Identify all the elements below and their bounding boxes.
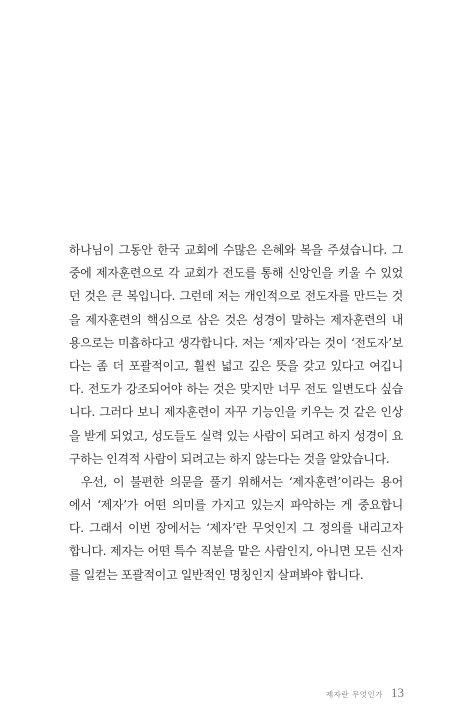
running-head: 제자란 무엇인가 [325, 690, 383, 699]
paragraph-1-line: 다. 전도가 강조되어야 하는 것은 맞지만 너무 전도 일변도다 싶습 [69, 382, 403, 397]
paragraph-2-line: 우선, 이 불편한 의문을 풀기 위해서는 ‘제자훈련’이라는 용어 [81, 474, 403, 489]
paragraph-1 [69, 239, 403, 471]
body-text [69, 239, 403, 587]
paragraph-1-line: 을 제자훈련의 핵심으로 삼은 것은 성경이 말하는 제자훈련의 내 [69, 312, 403, 327]
paragraph-2-line: 다. 그래서 이번 장에서는 ‘제자’란 무엇인지 그 정의를 내리고자 [69, 521, 403, 536]
paragraph-1-line: 용으로는 미흡하다고 생각합니다. 저는 ‘제자’라는 것이 ‘전도자’보 [69, 335, 403, 350]
paragraph-2-line: 에서 ‘제자’가 어떤 의미를 가지고 있는지 파악하는 게 중요합니 [69, 498, 403, 513]
paragraph-1-line: 다는 좀 더 포괄적이고, 훨씬 넓고 깊은 뜻을 갖고 있다고 여깁니 [69, 358, 403, 373]
page-footer [326, 685, 404, 705]
paragraph-1-line: 중에 제자훈련으로 각 교회가 전도를 통해 신앙인을 키울 수 있었 [69, 266, 403, 281]
paragraph-1-line: 하나님이 그동안 한국 교회에 수많은 은혜와 복을 주셨습니다. 그 [69, 243, 403, 257]
paragraph-1-line: 던 것은 큰 복입니다. 그런데 저는 개인적으로 전도자를 만드는 것 [69, 289, 403, 304]
paragraph-2-line: 를 일컫는 포괄적이고 일반적인 명칭인지 살펴봐야 합니다. [69, 567, 364, 582]
paragraph-2-line: 합니다. 제자는 어떤 특수 직분을 맡은 사람인지, 아니면 모든 신자 [69, 544, 403, 559]
page-number: 13 [391, 685, 404, 700]
paragraph-1-line: 구하는 인격적 사람이 되려고는 하지 않는다는 것을 알았습니다. [69, 451, 390, 466]
paragraph-2 [69, 471, 403, 587]
paragraph-1-line: 니다. 그러다 보니 제자훈련이 자꾸 기능인을 키우는 것 같은 인상 [69, 405, 403, 420]
paragraph-1-line: 을 받게 되었고, 성도들도 실력 있는 사람이 되려고 하지 성경이 요 [69, 428, 403, 443]
